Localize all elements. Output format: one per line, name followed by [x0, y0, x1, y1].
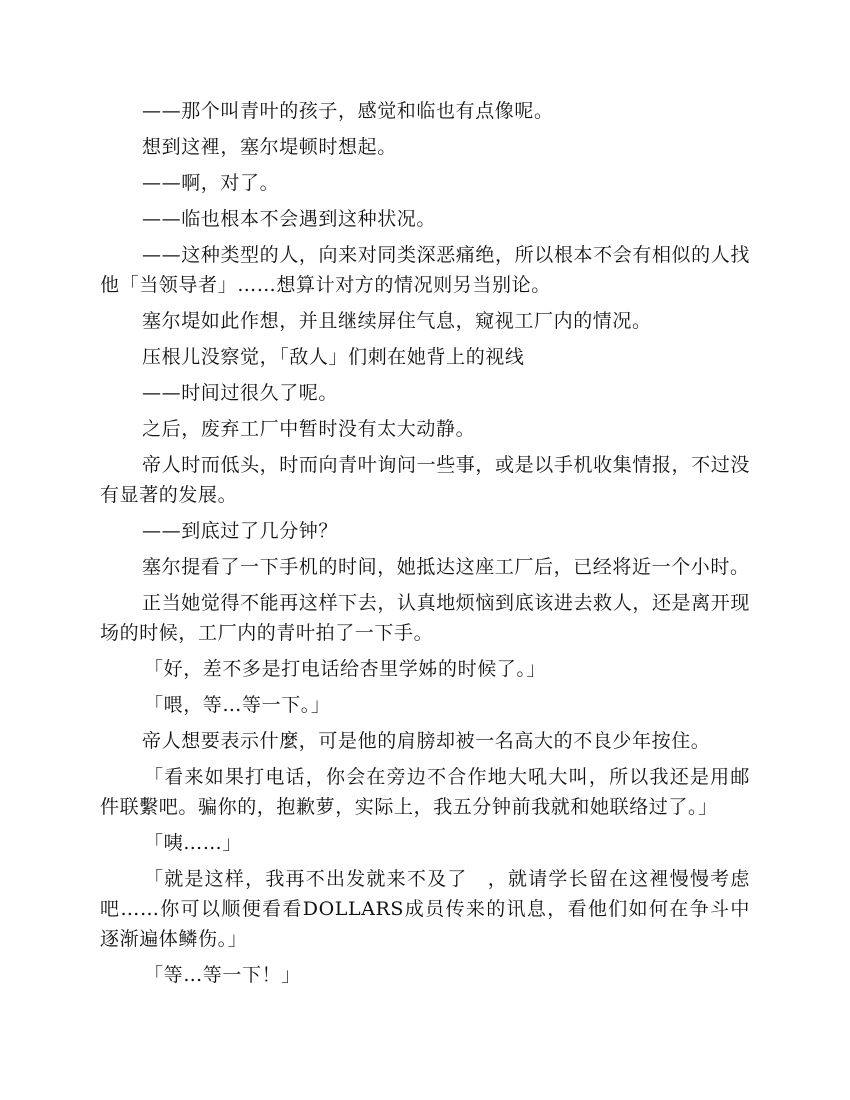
paragraph: 想到这裡，塞尔堤顿时想起。 [142, 136, 397, 158]
document-page [100, 96, 750, 996]
dialogue-paragraph: 「咦……」 [144, 832, 243, 854]
dialogue-paragraph: 「就是这样，我再不出发就来不及了 ，就请学长留在这裡慢慢考虑吧……你可以顺便看看DOLLARS成员传来的讯息，看他们如何在争斗中逐渐遍体鳞伤。」 [100, 868, 750, 950]
paragraph: 塞尔提看了一下手机的时间，她抵达这座工厂后，已经将近一个小时。 [142, 556, 750, 578]
paragraph: 帝人想要表示什麼，可是他的肩膀却被一名高大的不良少年按住。 [142, 730, 711, 752]
paragraph: ——到底过了几分钟？ [142, 520, 339, 542]
dialogue-paragraph: 「看来如果打电话，你会在旁边不合作地大吼大叫，所以我还是用邮件联繫吧。骗你的，抱歉萝，实际上，我五分钟前我就和她联络过了。」 [100, 766, 750, 818]
paragraph: ——临也根本不会遇到这种状况。 [142, 208, 437, 230]
paragraph: 塞尔堤如此作想，并且继续屏住气息，窥视工厂内的情况。 [142, 310, 652, 332]
paragraph: 之后，废弃工厂中暂时没有太大动静。 [142, 418, 476, 440]
dialogue-paragraph: 「喂，等…等一下。」 [144, 694, 331, 716]
paragraph: ——那个叫青叶的孩子，感觉和临也有点像呢。 [142, 100, 554, 122]
paragraph: ——时间过很久了呢。 [142, 382, 339, 404]
paragraph: 压根儿没察觉，「敌人」们刺在她背上的视线 [142, 346, 525, 368]
paragraph: ——这种类型的人，向来对同类深恶痛绝，所以根本不会有相似的人找他「当领导者」……想算计对方的情况则另当别论。 [100, 244, 750, 296]
dialogue-paragraph: 「等…等一下！」 [144, 964, 301, 986]
paragraph: 正当她觉得不能再这样下去，认真地烦恼到底该进去救人，还是离开现场的时候，工厂内的青叶拍了一下手。 [100, 592, 750, 644]
paragraph: ——啊，对了。 [142, 172, 280, 194]
paragraph: 帝人时而低头，时而向青叶询问一些事，或是以手机收集情报，不过没有显著的发展。 [100, 454, 750, 506]
dialogue-paragraph: 「好，差不多是打电话给杏里学姊的时候了。」 [144, 658, 547, 680]
